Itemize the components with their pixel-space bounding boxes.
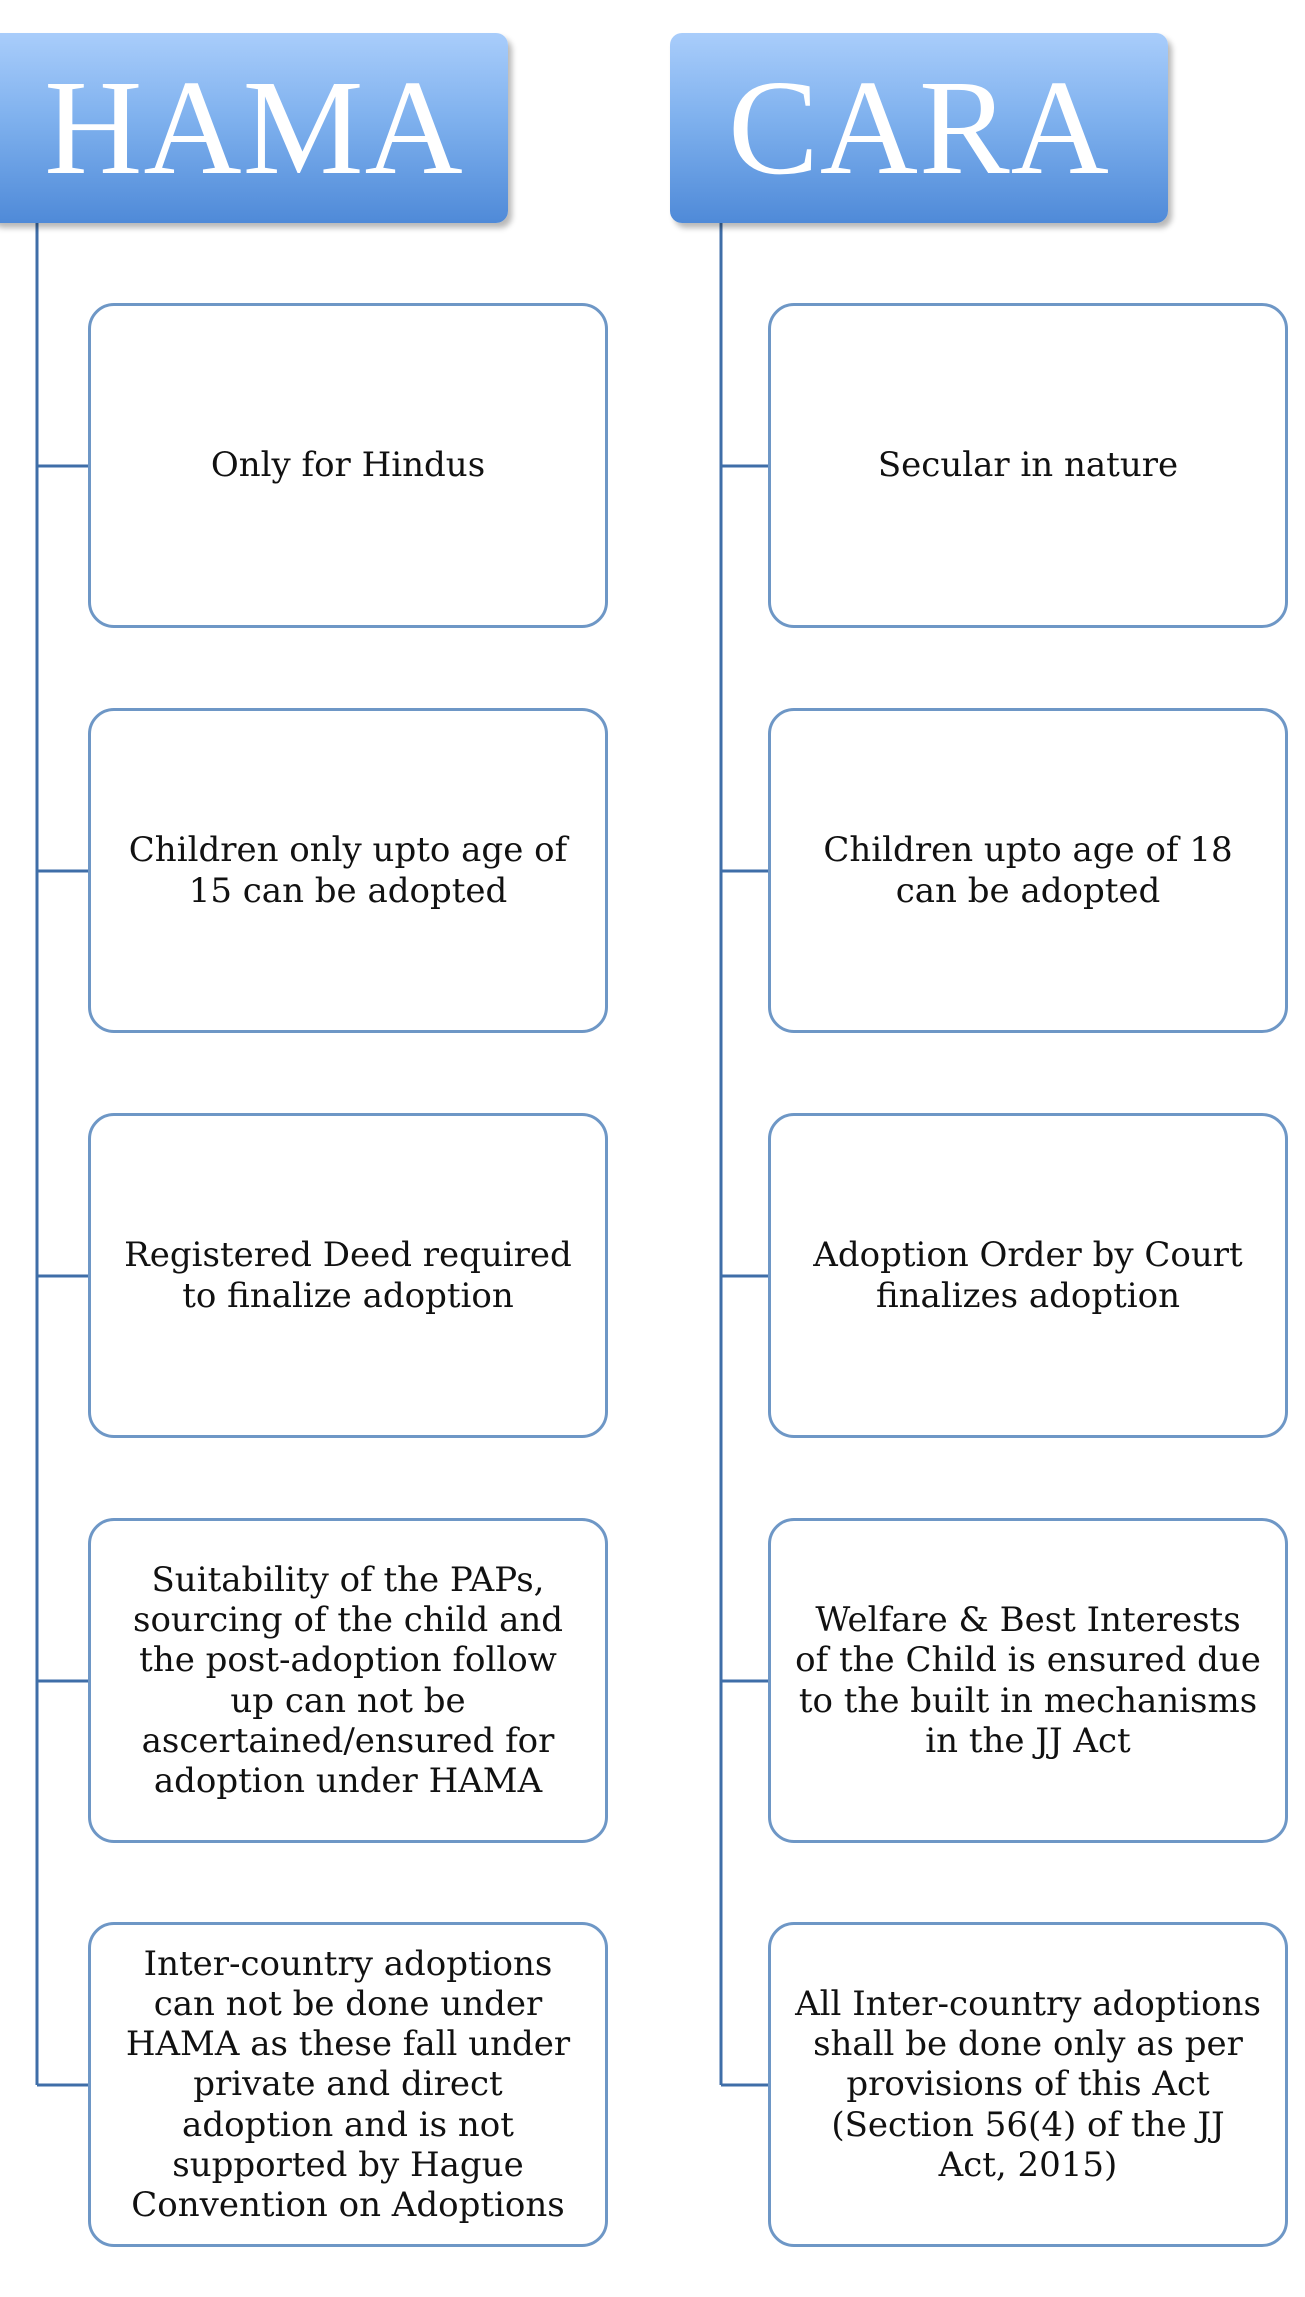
cara-header: CARA [670,33,1168,223]
cara-item-age-limit: Children upto age of 18 can be adopted [768,708,1288,1033]
cara-item-welfare: Welfare & Best Interests of the Child is ensured due to the built in mechanisms in the JJ Act [768,1518,1288,1843]
hama-item-suitability: Suitability of the PAPs, sourcing of the child and the post-adoption follow up can not be ascertained/ensured for adoption under HAMA [88,1518,608,1843]
hama-item-inter-country: Inter-country adoptions can not be done under HAMA as these fall under private and direct adoption and is not supported by Hague Convention on Adoptions [88,1922,608,2247]
hama-header: HAMA [0,33,508,223]
cara-item-inter-country: All Inter-country adoptions shall be done only as per provisions of this Act (Section 56(4) of the JJ Act, 2015) [768,1922,1288,2247]
hama-item-finalization: Registered Deed required to finalize adoption [88,1113,608,1438]
cara-item-religion: Secular in nature [768,303,1288,628]
hama-item-age-limit: Children only upto age of 15 can be adopted [88,708,608,1033]
cara-item-finalization: Adoption Order by Court finalizes adoption [768,1113,1288,1438]
hama-item-religion: Only for Hindus [88,303,608,628]
